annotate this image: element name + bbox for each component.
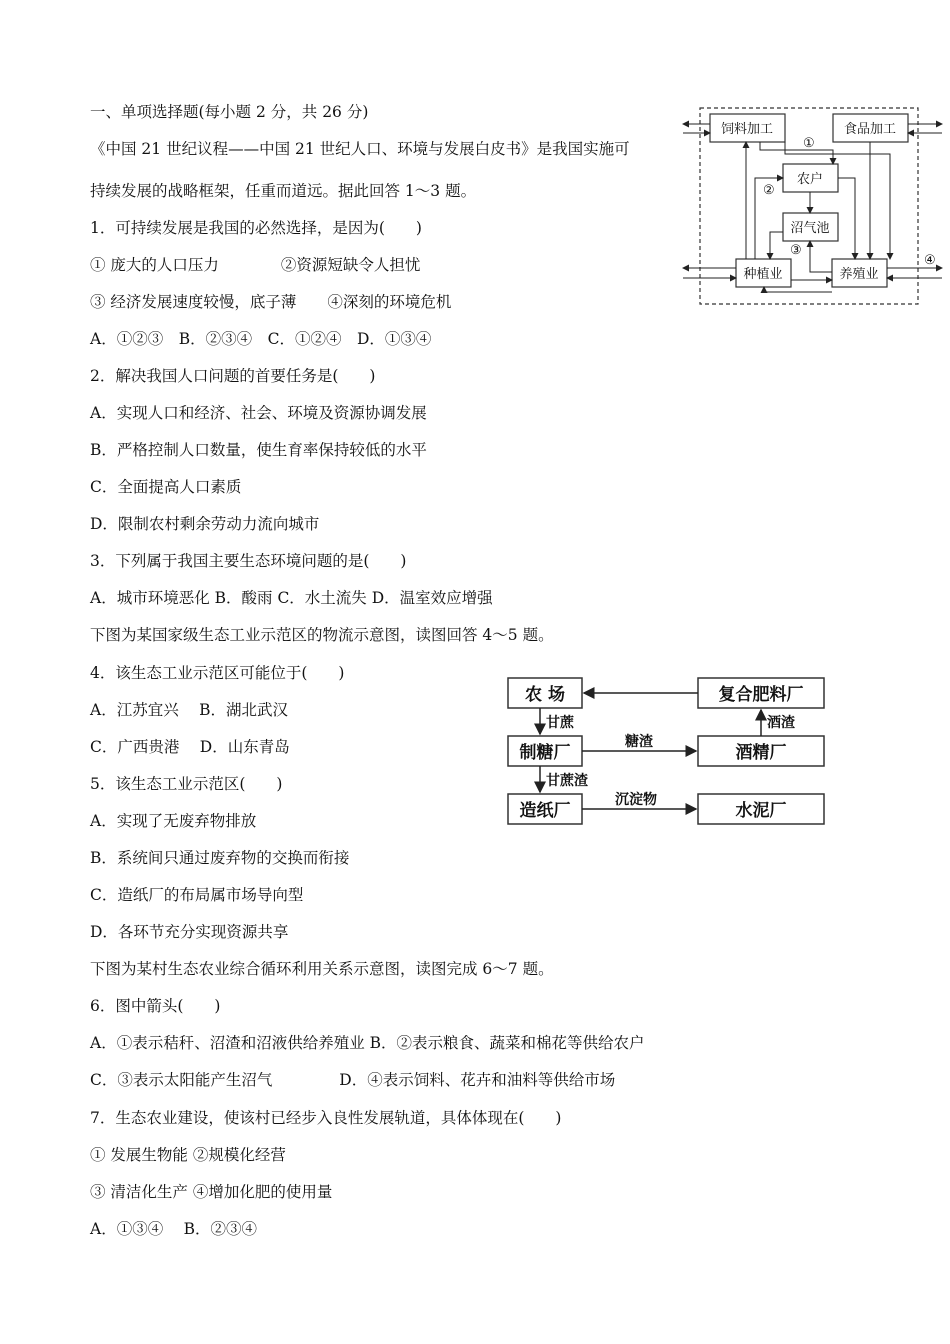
question-4-options-ab: A．江苏宜兴 B．湖北武汉 xyxy=(90,701,289,719)
question-5-option-a: A．实现了无废弃物排放 xyxy=(90,812,257,830)
question-5-stem: 5．该生态工业示范区( ) xyxy=(90,775,283,793)
arrow xyxy=(760,142,833,164)
question-3-answers: A．城市环境恶化 B．酸雨 C．水土流失 D．温室效应增强 xyxy=(90,589,493,607)
planting-label: 种植业 xyxy=(743,267,783,282)
question-3-stem: 3．下列属于我国主要生态环境问题的是( ) xyxy=(90,552,407,570)
question-2-option-d: D．限制农村剩余劳动力流向城市 xyxy=(90,515,320,533)
sugar-label: 制糖厂 xyxy=(519,743,571,763)
question-6-options-cd: C．③表示太阳能产生沼气 D．④表示饲料、花卉和油料等供给市场 xyxy=(90,1071,616,1089)
lees-label: 酒渣 xyxy=(767,715,795,731)
intro-text: 《中国 21 世纪议程——中国 21 世纪人口、环境与发展白皮书》是我国实施可 xyxy=(90,140,630,158)
arrow xyxy=(764,287,832,292)
household-label: 农户 xyxy=(796,172,824,187)
marker-3: ③ xyxy=(790,243,802,258)
intro-text: 持续发展的战略框架，任重而道远。据此回答 1～3 题。 xyxy=(90,182,477,200)
sugarcane-label: 甘蔗 xyxy=(546,715,574,731)
question-5-option-d: D．各环节充分实现资源共享 xyxy=(90,923,289,941)
farm-cycle-diagram xyxy=(680,102,945,312)
intro-4-5: 下图为某国家级生态工业示范区的物流示意图，读图回答 4～5 题。 xyxy=(90,626,554,644)
industry-flow-diagram xyxy=(500,672,835,832)
paper-label: 造纸厂 xyxy=(519,801,571,821)
question-7-options: ① 发展生物能 ②规模化经营 xyxy=(90,1146,286,1164)
question-1-options: ③ 经济发展速度较慢，底子薄 ④深刻的环境危机 xyxy=(90,293,452,311)
molasses-label: 糖渣 xyxy=(625,734,653,750)
question-7-answers: A．①③④ B．②③④ xyxy=(90,1220,258,1238)
feed-processing-label: 饲料加工 xyxy=(720,122,774,137)
question-1-answers: A．①②③ B．②③④ C．①②④ D．①③④ xyxy=(90,330,432,348)
cement-label: 水泥厂 xyxy=(735,801,787,821)
question-5-option-b: B．系统间只通过废弃物的交换而衔接 xyxy=(90,849,350,867)
arrow xyxy=(770,232,783,259)
bagasse-label: 甘蔗渣 xyxy=(546,773,588,789)
question-2-option-c: C．全面提高人口素质 xyxy=(90,478,242,496)
question-4-options-cd: C．广西贵港 D．山东青岛 xyxy=(90,738,290,756)
farm-label: 农 场 xyxy=(525,685,565,705)
marker-2: ② xyxy=(763,183,775,198)
marker-4: ④ xyxy=(924,253,936,268)
question-6-stem: 6．图中箭头( ) xyxy=(90,997,221,1015)
question-4-stem: 4．该生态工业示范区可能位于( ) xyxy=(90,664,345,682)
breeding-label: 养殖业 xyxy=(839,267,879,282)
question-2-option-a: A．实现人口和经济、社会、环境及资源协调发展 xyxy=(90,404,427,422)
question-2-stem: 2．解决我国人口问题的首要任务是( ) xyxy=(90,367,376,385)
food-processing-label: 食品加工 xyxy=(843,122,897,137)
fertilizer-label: 复合肥料厂 xyxy=(718,685,804,705)
arrow xyxy=(838,178,855,259)
question-5-option-c: C．造纸厂的布局属市场导向型 xyxy=(90,886,304,904)
section-title: 一、单项选择题(每小题 2 分，共 26 分) xyxy=(90,103,369,121)
question-6-options-ab: A．①表示秸秆、沼渣和沼液供给养殖业 B．②表示粮食、蔬菜和棉花等供给农户 xyxy=(90,1034,645,1052)
alcohol-label: 酒精厂 xyxy=(735,743,787,763)
marker-1: ① xyxy=(803,136,815,151)
question-1-stem: 1．可持续发展是我国的必然选择，是因为( ) xyxy=(90,219,422,237)
question-1-options: ① 庞大的人口压力 ②资源短缺令人担忧 xyxy=(90,256,421,274)
question-2-option-b: B．严格控制人口数量，使生育率保持较低的水平 xyxy=(90,441,427,459)
intro-6-7: 下图为某村生态农业综合循环利用关系示意图，读图完成 6～7 题。 xyxy=(90,960,554,978)
question-7-stem: 7．生态农业建设，使该村已经步入良性发展轨道，具体体现在( ) xyxy=(90,1109,562,1127)
sediment-label: 沉淀物 xyxy=(615,792,657,808)
arrow xyxy=(810,241,832,272)
question-7-options: ③ 清洁化生产 ④增加化肥的使用量 xyxy=(90,1183,333,1201)
biogas-label: 沼气池 xyxy=(790,221,830,236)
